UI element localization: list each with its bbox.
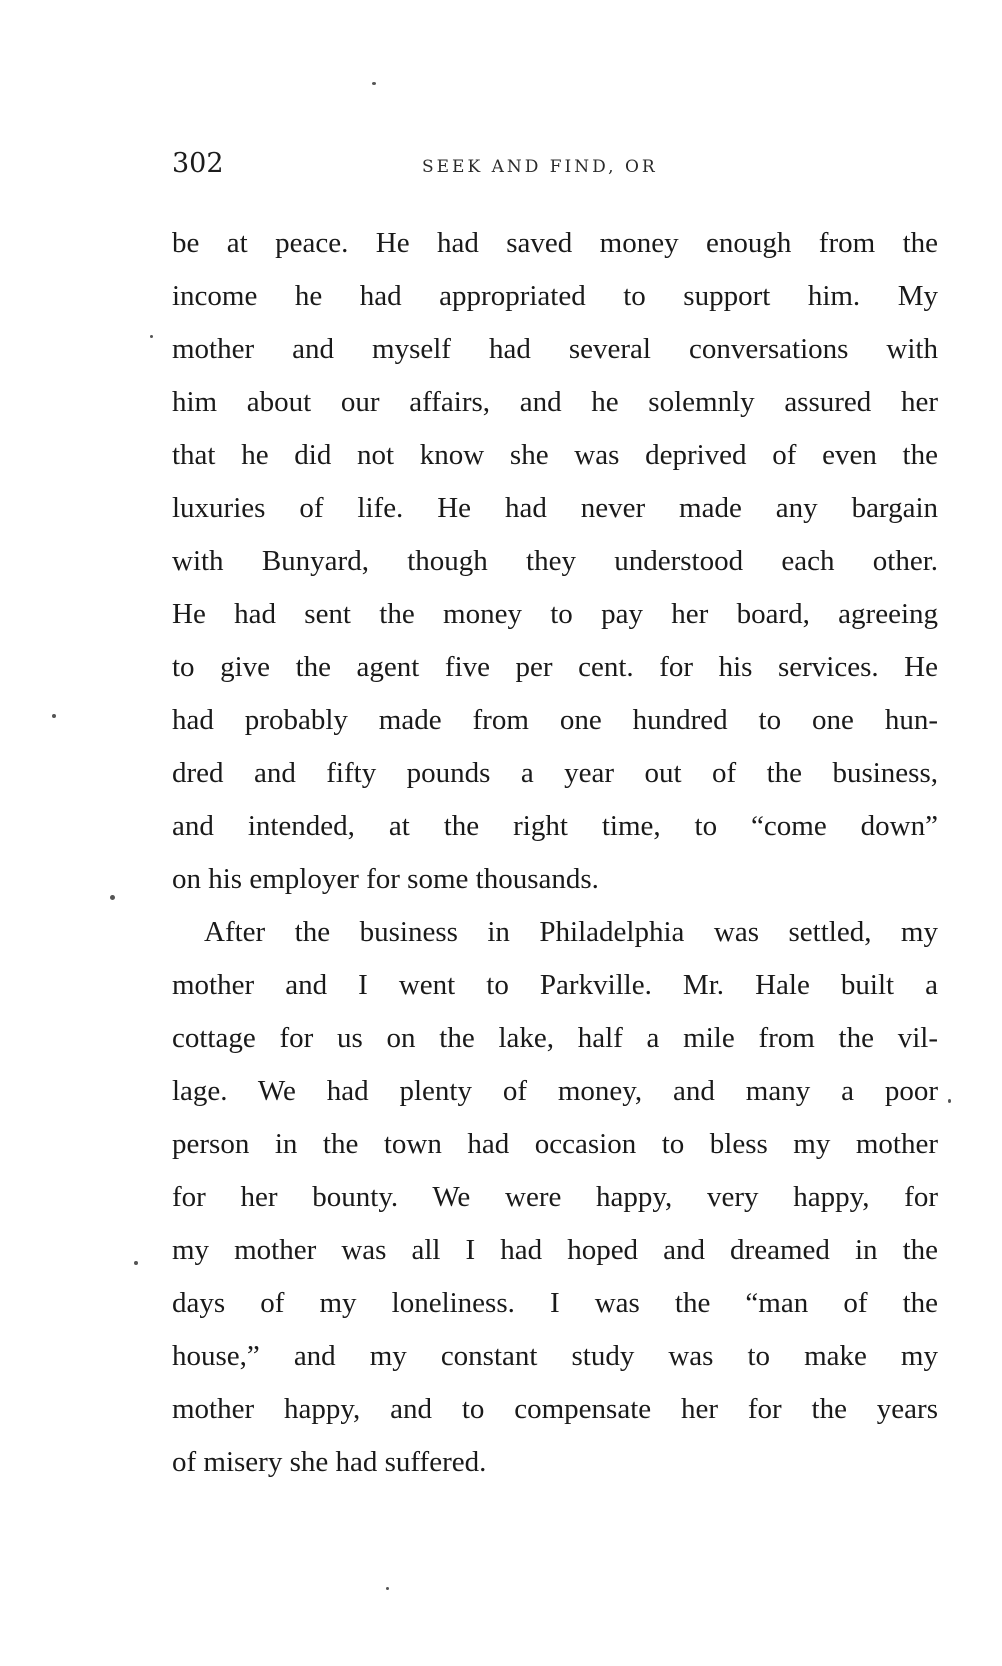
text-line: of misery she had suffered. (172, 1446, 487, 1478)
text-line: to give the agent five per cent. for his services. He (172, 651, 938, 683)
text-line: income he had appropriated to support him. My (172, 280, 938, 312)
text-line: cottage for us on the lake, half a mile from the vil- (172, 1022, 938, 1054)
paragraph (172, 217, 938, 906)
scan-speck (372, 82, 376, 85)
text-line: He had sent the money to pay her board, agreeing (172, 598, 938, 630)
text-line: dred and fifty pounds a year out of the business, (172, 757, 938, 789)
text-line: be at peace. He had saved money enough from the (172, 227, 938, 259)
text-line: had probably made from one hundred to one hun- (172, 704, 938, 736)
running-head: SEEK AND FIND, OR (422, 157, 658, 177)
text-line: After the business in Philadelphia was settled, my (204, 916, 938, 948)
text-line: that he did not know she was deprived of even the (172, 439, 938, 471)
scan-speck (386, 1587, 389, 1590)
scan-speck (110, 895, 115, 900)
text-line: for her bounty. We were happy, very happy, for (172, 1181, 938, 1213)
text-line: with Bunyard, though they understood each other. (172, 545, 938, 577)
page-number: 302 (172, 148, 224, 179)
text-line: and intended, at the right time, to “come down” (172, 810, 938, 842)
text-line: person in the town had occasion to bless my mother (172, 1128, 938, 1160)
text-line: lage. We had plenty of money, and many a poor (172, 1075, 938, 1107)
text-line: mother happy, and to compensate her for the years (172, 1393, 938, 1425)
paragraph (172, 906, 938, 1489)
text-line: him about our affairs, and he solemnly assured her (172, 386, 938, 418)
text-line: luxuries of life. He had never made any bargain (172, 492, 938, 524)
scan-speck (134, 1261, 138, 1265)
text-line: mother and myself had several conversations with (172, 333, 938, 365)
page-header (172, 146, 938, 182)
scan-speck (150, 335, 153, 338)
body-text (172, 217, 938, 1489)
text-line: days of my loneliness. I was the “man of the (172, 1287, 938, 1319)
text-line: on his employer for some thousands. (172, 863, 599, 895)
text-line: my mother was all I had hoped and dreamed in the (172, 1234, 938, 1266)
scan-speck (52, 714, 56, 718)
text-line: mother and I went to Parkville. Mr. Hale built a (172, 969, 938, 1001)
scan-speck (948, 1099, 951, 1103)
text-line: house,” and my constant study was to make my (172, 1340, 938, 1372)
